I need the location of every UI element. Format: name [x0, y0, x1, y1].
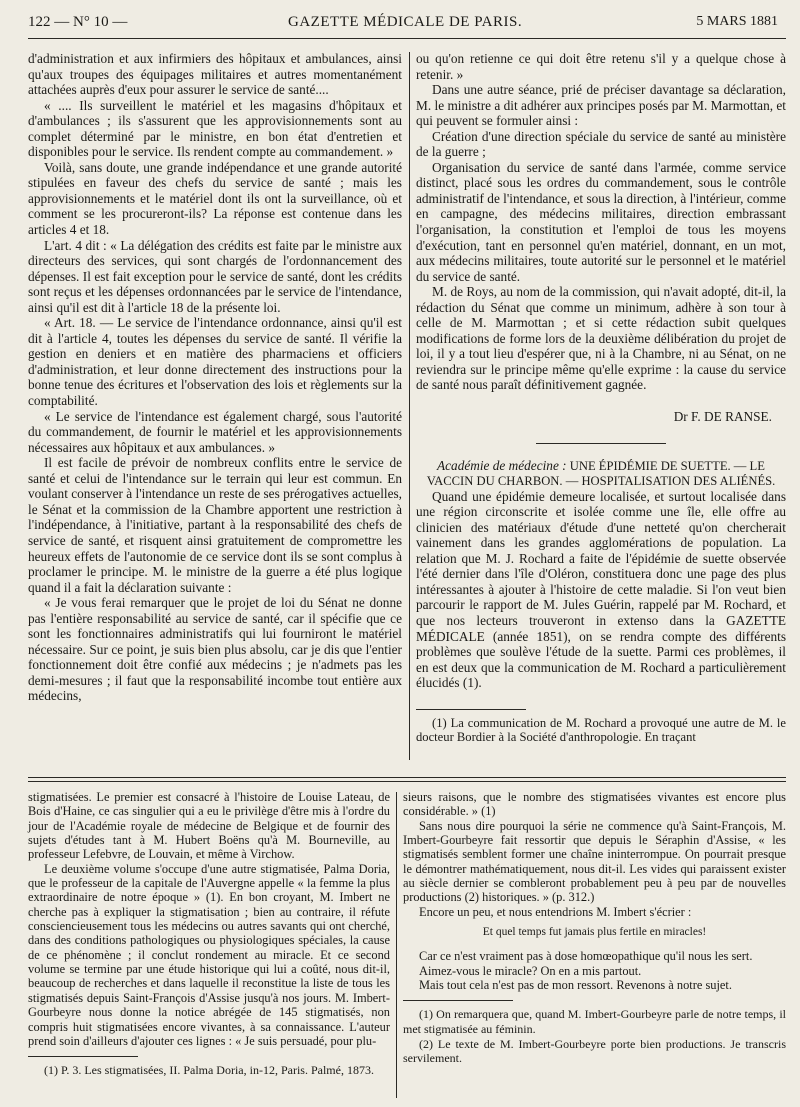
column-divider: [409, 52, 410, 760]
verse-quote: Et quel temps fut jamais plus fertile en miracles!: [482, 926, 707, 939]
issue-date: 5 MARS 1881: [696, 14, 778, 29]
footnote: (1) P. 3. Les stigmatisées, II. Palma Doria, in-12, Paris. Palmé, 1873.: [44, 1063, 374, 1078]
paragraph: Sans nous dire pourquoi la série ne commence qu'à Saint-François, M. Imbert-Gourbeyre fait ressortir que depuis le Séraphin d'Assise, « les stigmatisés semblent former une chaîne ininterrompue. On pourrait presque le démontrer mathématiquement, nous dit-il. Les vides qui paraissent exister au siècle dernier se combleront probablement peu à peu par de nouvelles productions (2) historiques. » (p. 312.): [403, 818, 786, 905]
page-number: 122 — N° 10 —: [28, 14, 128, 30]
paragraph: stigmatisées. Le premier est consacré à l'histoire de Louise Lateau, de Bois d'Haine, ce cas singulier qui a eu le privilège d'être mis à l'ordre du jour de l'Académie royale de médecine de Belgique et de fournir des sujets d'études tant à M. Hubert Boëns qu'à M. Bourneville, au professeur Lefebvre, de Louvain, et même à Virchow.: [28, 790, 390, 862]
journal-title: GAZETTE MÉDICALE DE PARIS.: [288, 14, 523, 30]
lower-left-column: [28, 790, 390, 1078]
paragraph: Aimez-vous le miracle? On en a mis partout.: [419, 963, 642, 978]
footnote: (2) Le texte de M. Imbert-Gourbeyre porte bien productions. Je transcris servilement.: [403, 1036, 786, 1066]
header-rule: [28, 38, 786, 39]
paragraph: L'art. 4 dit : « La délégation des crédits est faite par le ministre aux directeurs des services, qui sont chargés de l'ordonnancement des dépenses. Il est fait exception pour le service de santé, dont les crédits sont reçus et les dépenses ordonnancées par le service de l'intendance, ainsi qu'il est dit à l'article 18 de la présente loi.: [28, 237, 402, 315]
paragraph: Création d'une direction spéciale du service de santé au ministère de la guerre ;: [416, 128, 786, 160]
paragraph: « Le service de l'intendance est également chargé, sous l'autorité du commandement, de fournir le matériel et les approvisionnements nécessaires aux hôpitaux et aux ambulances. »: [28, 408, 402, 455]
paragraph: M. de Roys, au nom de la commission, qui n'avait adopté, dit-il, la rédaction du Sénat que comme un minimum, adhère à son tour à celle de M. Marmottan ; et si cette rédaction subit quelques modifications de forme lors de la deuxième délibération du projet de loi, il y a tout lieu d'espérer que, ni à la Chambre, ni au Sénat, on ne reviendra sur le principe même qu'elle exprime : la cause du service de santé nous paraît définitivement gagnée.: [416, 284, 786, 393]
paragraph: sieurs raisons, que le nombre des stigmatisées vivantes est encore plus considérable. » (1): [403, 790, 786, 819]
page-header: [28, 6, 786, 36]
page-section-rule: [28, 781, 786, 782]
footnote-rule: [28, 1056, 138, 1057]
paragraph: Il est facile de prévoir de nombreux conflits entre le service de santé et celui de l'intendance sur le terrain qui leur est commun. En voulant conserver à l'intendance un reste de ses prérogatives actuelles, le Sénat et la commission de la Chambre apportent une restriction à l'indépendance, à l'initiative, partant à la responsabilité des chefs de service de santé, et risquent ainsi gratuitement de compromettre les heureux effets de l'autonomie de ce service dont ils se sont complus à proclamer le principe. M. le ministre de la guerre a été plus logique quand il a fait la déclaration suivante :: [28, 455, 402, 595]
footnote-rule: [416, 709, 526, 710]
paragraph: d'administration et aux infirmiers des hôpitaux et ambulances, ainsi qu'aux troupes des équipages militaires et autres momentanément attachées auprès d'eux pour assurer le service de santé....: [28, 51, 402, 98]
upper-left-column: [28, 51, 402, 704]
footnote: (1) On remarquera que, quand M. Imbert-Gourbeyre parle de notre temps, il met stigmatisée au féminin.: [403, 1007, 786, 1037]
footnote: (1) La communication de M. Rochard a provoqué une autre de M. le docteur Bordier à la Société d'anthropologie. En traçant: [416, 715, 786, 745]
paragraph: Dans une autre séance, prié de préciser davantage sa déclaration, M. le ministre a dit adhérer aux principes posés par M. Marmottan, et qui peuvent se formuler ainsi :: [416, 82, 786, 129]
footnote-rule: [403, 1000, 513, 1001]
section-heading-italic: Académie de médecine :: [437, 457, 567, 473]
signature: Dr F. DE RANSE.: [673, 409, 772, 425]
paragraph: Mais tout cela n'est pas de mon ressort. Revenons à notre sujet.: [419, 978, 732, 993]
paragraph: « Je vous ferai remarquer que le projet de loi du Sénat ne donne pas l'entière responsabilité au service de santé, car il spécifie que ce sont les fonctionnaires administratifs qui lui fourniront le matériel nécessaire. Sur ce point, je suis bien plus absolu, car je dis que l'entier fonctionnement doit être confié aux médecins ; je n'admets pas les demi-mesures ; il faut que la responsabilité incombe tout entière aux médecins,: [28, 595, 402, 704]
paragraph: « .... Ils surveillent le matériel et les magasins d'hôpitaux et d'ambulances ; ils s'assurent que les approvisionnements sont au complet déterminé par le ministre, en bon état d'entretien et disponibles pour le service. Ils rendent compte au commandement. »: [28, 97, 402, 160]
paragraph: Le deuxième volume s'occupe d'une autre stigmatisée, Palma Doria, que le professeur de la capitale de l'Auvergne appelle « la femme la plus extraordinaire de notre époque » (1). En bon croyant, M. Imbert ne cherche pas à expliquer la stigmatisation ; bien au contraire, il réfute consciencieusement tous les médecins ou autres savants qui ont cherché, dans des conditions pathologiques ou physiologiques spéciales, la cause de ce phénomène ; il conclut rondement au miracle. Et ce second volume se termine par une étude historique qui lui a coûté, nous dit-il, beaucoup de recherches et dans laquelle il reconstitue la liste de tous les stigmatisés depuis Saint-François d'Assise jusqu'à nos jours. M. Imbert-Gourbeyre nous donne la notice abrégée de 145 stigmatisés, non compris huit stigmatisées encore vivantes, à sa connaissance. L'auteur prend soin d'ailleurs d'ajouter ces lignes : « Je suis persuadé, pour plu-: [28, 861, 390, 1048]
page-section-rule: [28, 777, 786, 778]
paragraph: Voilà, sans doute, une grande indépendance et une grande autorité stipulées en faveur des chefs du service de santé ; mais les approvisionnements et le matériel dont ils ont la surveillance, où et comment se les procureront-ils? La réponse est contenue dans les articles 4 et 18.: [28, 159, 402, 238]
section-heading-topics: UNE ÉPIDÉMIE DE SUETTE. — LE VACCIN DU CHARBON. — HOSPITALISATION DES ALIÉNÉS.: [426, 458, 776, 488]
paragraph: Car ce n'est vraiment pas à dose homœopathique qu'il nous les sert.: [419, 949, 753, 964]
section-heading: [416, 458, 786, 489]
section-separator: [536, 443, 666, 444]
paragraph: « Art. 18. — Le service de l'intendance ordonnance, ainsi qu'il est dit à l'article 4, toutes les dépenses du service de santé. Il vérifie la gestion en deniers et en matière des pharmaciens et officiers d'administration, et leur donne directement des instructions pour la bonne tenue des écritures et l'observation des lois et règlements sur la comptabilité.: [28, 315, 402, 409]
lower-right-column: [403, 790, 786, 1066]
upper-right-column: [416, 51, 786, 745]
paragraph: ou qu'on retienne ce qui doit être retenu s'il y a quelque chose à retenir. »: [416, 51, 786, 82]
column-divider: [396, 792, 397, 1098]
paragraph: Encore un peu, et nous entendrions M. Imbert s'écrier :: [419, 904, 692, 919]
paragraph: Organisation du service de santé dans l'armée, comme service distinct, placé sous les ordres du commandement, sous le contrôle administratif de l'intendance, et sous la direction, à l'intérieur, comme en campagne, des médecins militaires, direction embrassant l'organisation, la constitution et l'emploi de tous les moyens d'exécution, tant en personnel qu'en matériel, donnant, en un mot, aux médecins militaires, toute autorité sur le personnel et le matériel du service de santé.: [416, 159, 786, 284]
paragraph: Quand une épidémie demeure localisée, et surtout localisée dans une région circonscrite et isolée comme une île, elle offre au clinicien des matériaux d'étude d'une netteté qu'on chercherait vainement dans les grandes agglomérations de population. La relation que M. J. Rochard a faite de l'épidémie de suette observée l'été dernier dans l'île d'Oléron, constituera donc une page des plus intéressantes à ajouter à l'histoire de cette maladie. Si l'on veut bien parcourir le rapport de M. Jules Guérin, rappelé par M. Rochard, et que nos lecteurs trouveront in extenso dans la GAZETTE MÉDICALE (année 1851), on se rendra compte des différents problèmes que soulève l'étude de la suette. Parmi ces problèmes, il en est deux que la communication de M. Rochard a particulièrement élucidés (1).: [416, 488, 786, 691]
